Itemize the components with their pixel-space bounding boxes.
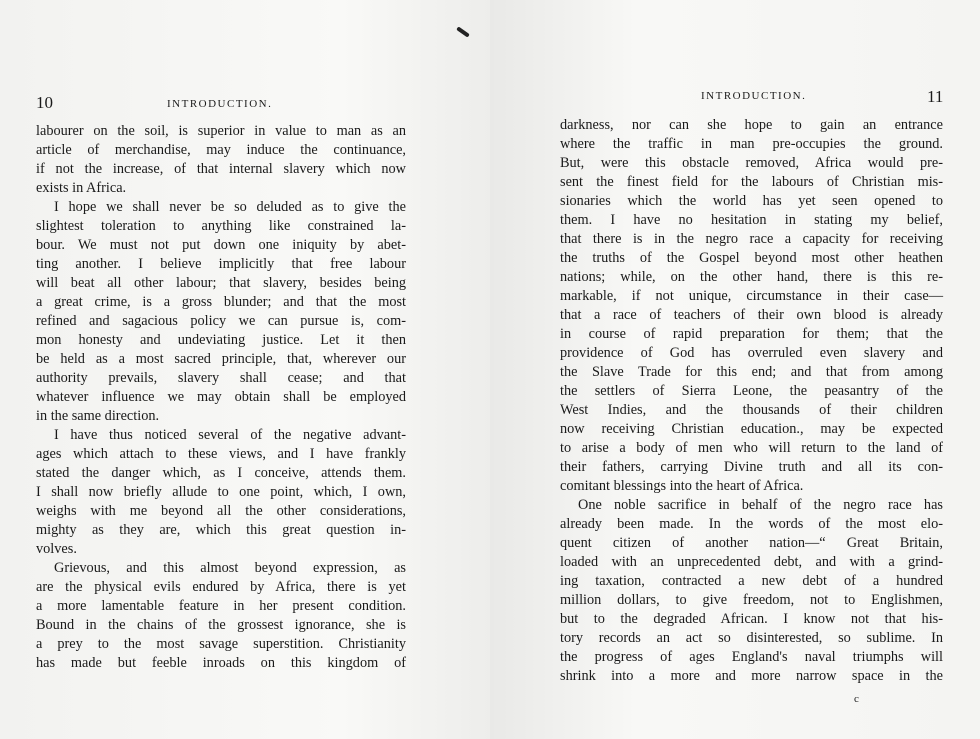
right-running-header: INTRODUCTION. bbox=[701, 90, 807, 102]
text-line: already been made. In the words of the most elo- bbox=[560, 516, 943, 532]
signature-mark: c bbox=[854, 693, 859, 705]
text-line: are the physical evils endured by Africa, there is yet bbox=[36, 579, 406, 595]
left-running-header: INTRODUCTION. bbox=[167, 98, 273, 110]
text-line: article of merchandise, may induce the continuance, bbox=[36, 142, 406, 158]
text-line: sionaries which the world has yet seen opened to bbox=[560, 193, 943, 209]
text-line: where the traffic in man pre-occupies the ground. bbox=[560, 136, 943, 152]
text-line: ing taxation, contracted a new debt of a hundred bbox=[560, 573, 943, 589]
text-line: in course of rapid preparation for them; that the bbox=[560, 326, 943, 342]
text-line: has made but feeble inroads on this kingdom of bbox=[36, 655, 406, 671]
text-line: whatever influence we may obtain shall be employed bbox=[36, 389, 406, 405]
text-line: Grievous, and this almost beyond expression, as bbox=[54, 560, 406, 576]
text-line: be held as a most sacred principle, that, wherever our bbox=[36, 351, 406, 367]
text-line: I shall now briefly allude to one point, which, I own, bbox=[36, 484, 406, 500]
text-line: One noble sacrifice in behalf of the negro race has bbox=[578, 497, 943, 513]
text-line: shrink into a more and more narrow space in the bbox=[560, 668, 943, 684]
text-line: quent citizen of another nation—“ Great Britain, bbox=[560, 535, 943, 551]
text-line: But, were this obstacle removed, Africa would pre- bbox=[560, 155, 943, 171]
text-line: the settlers of Sierra Leone, the peasantry of the bbox=[560, 383, 943, 399]
text-line: stated the danger which, as I conceive, attends them. bbox=[36, 465, 406, 481]
text-line: the Slave Trade for this end; and that from among bbox=[560, 364, 943, 380]
left-page-body bbox=[36, 122, 406, 673]
text-line: ting another. I believe implicitly that free labour bbox=[36, 256, 406, 272]
text-line: the truths of the Gospel beyond most other heathen bbox=[560, 250, 943, 266]
text-line: markable, if not unique, circumstance in their case— bbox=[560, 288, 943, 304]
text-line: exists in Africa. bbox=[36, 180, 127, 196]
text-line: darkness, nor can she hope to gain an entrance bbox=[560, 117, 943, 133]
text-line: slightest toleration to anything like constrained la- bbox=[36, 218, 406, 234]
text-line: but to the degraded African. I know not that his- bbox=[560, 611, 943, 627]
text-line: tory records an act so disinterested, so sublime. In bbox=[560, 630, 943, 646]
text-line: to arise a body of men who will return to the land of bbox=[560, 440, 943, 456]
text-line: bour. We must not put down one iniquity by abet- bbox=[36, 237, 406, 253]
text-line: in the same direction. bbox=[36, 408, 160, 424]
text-line: loaded with an unprecedented debt, and with a grind- bbox=[560, 554, 943, 570]
text-line: ages which attach to these views, and I have frankly bbox=[36, 446, 406, 462]
text-line: mighty as they are, which this great question in- bbox=[36, 522, 406, 538]
text-line: if not the increase, of that internal slavery which now bbox=[36, 161, 406, 177]
text-line: that a race of teachers of their own blood is already bbox=[560, 307, 943, 323]
text-line: refined and sagacious policy we can pursue is, com- bbox=[36, 313, 406, 329]
text-line: volves. bbox=[36, 541, 77, 557]
text-line: mon honesty and undeviating justice. Let it then bbox=[36, 332, 406, 348]
text-line: that there is in the negro race a capacity for receiving bbox=[560, 231, 943, 247]
text-line: a prey to the most savage superstition. Christianity bbox=[36, 636, 406, 652]
text-line: Bound in the chains of the grossest ignorance, she is bbox=[36, 617, 406, 633]
text-line: West Indies, and the thousands of their children bbox=[560, 402, 943, 418]
text-line: will beat all other labour; that slavery, besides being bbox=[36, 275, 406, 291]
text-line: nations; while, on the other hand, there is this re- bbox=[560, 269, 943, 285]
text-line: providence of God has overruled even slavery and bbox=[560, 345, 943, 361]
text-line: a more lamentable feature in her present condition. bbox=[36, 598, 406, 614]
text-line: them. I have no hesitation in stating my belief, bbox=[560, 212, 943, 228]
text-line: authority prevails, slavery shall cease; and that bbox=[36, 370, 406, 386]
right-page-number: 11 bbox=[927, 87, 944, 106]
text-line: sent the finest field for the labours of Christian mis- bbox=[560, 174, 943, 190]
text-line: I hope we shall never be so deluded as to give the bbox=[54, 199, 406, 215]
text-line: now receiving Christian education., may be expected bbox=[560, 421, 943, 437]
text-line: weighs with me beyond all the other considerations, bbox=[36, 503, 406, 519]
text-line: the progress of ages England's naval triumphs will bbox=[560, 649, 943, 665]
left-page-number: 10 bbox=[36, 93, 53, 112]
text-line: labourer on the soil, is superior in value to man as an bbox=[36, 123, 406, 139]
text-line: million dollars, to give freedom, not to Englishmen, bbox=[560, 592, 943, 608]
right-page-body bbox=[560, 116, 943, 686]
text-line: a great crime, is a gross blunder; and that the most bbox=[36, 294, 406, 310]
text-line: their fathers, carrying Divine truth and all its con- bbox=[560, 459, 943, 475]
text-line: comitant blessings into the heart of Africa. bbox=[560, 478, 804, 494]
text-line: I have thus noticed several of the negative advant- bbox=[54, 427, 406, 443]
right-page bbox=[490, 0, 980, 739]
